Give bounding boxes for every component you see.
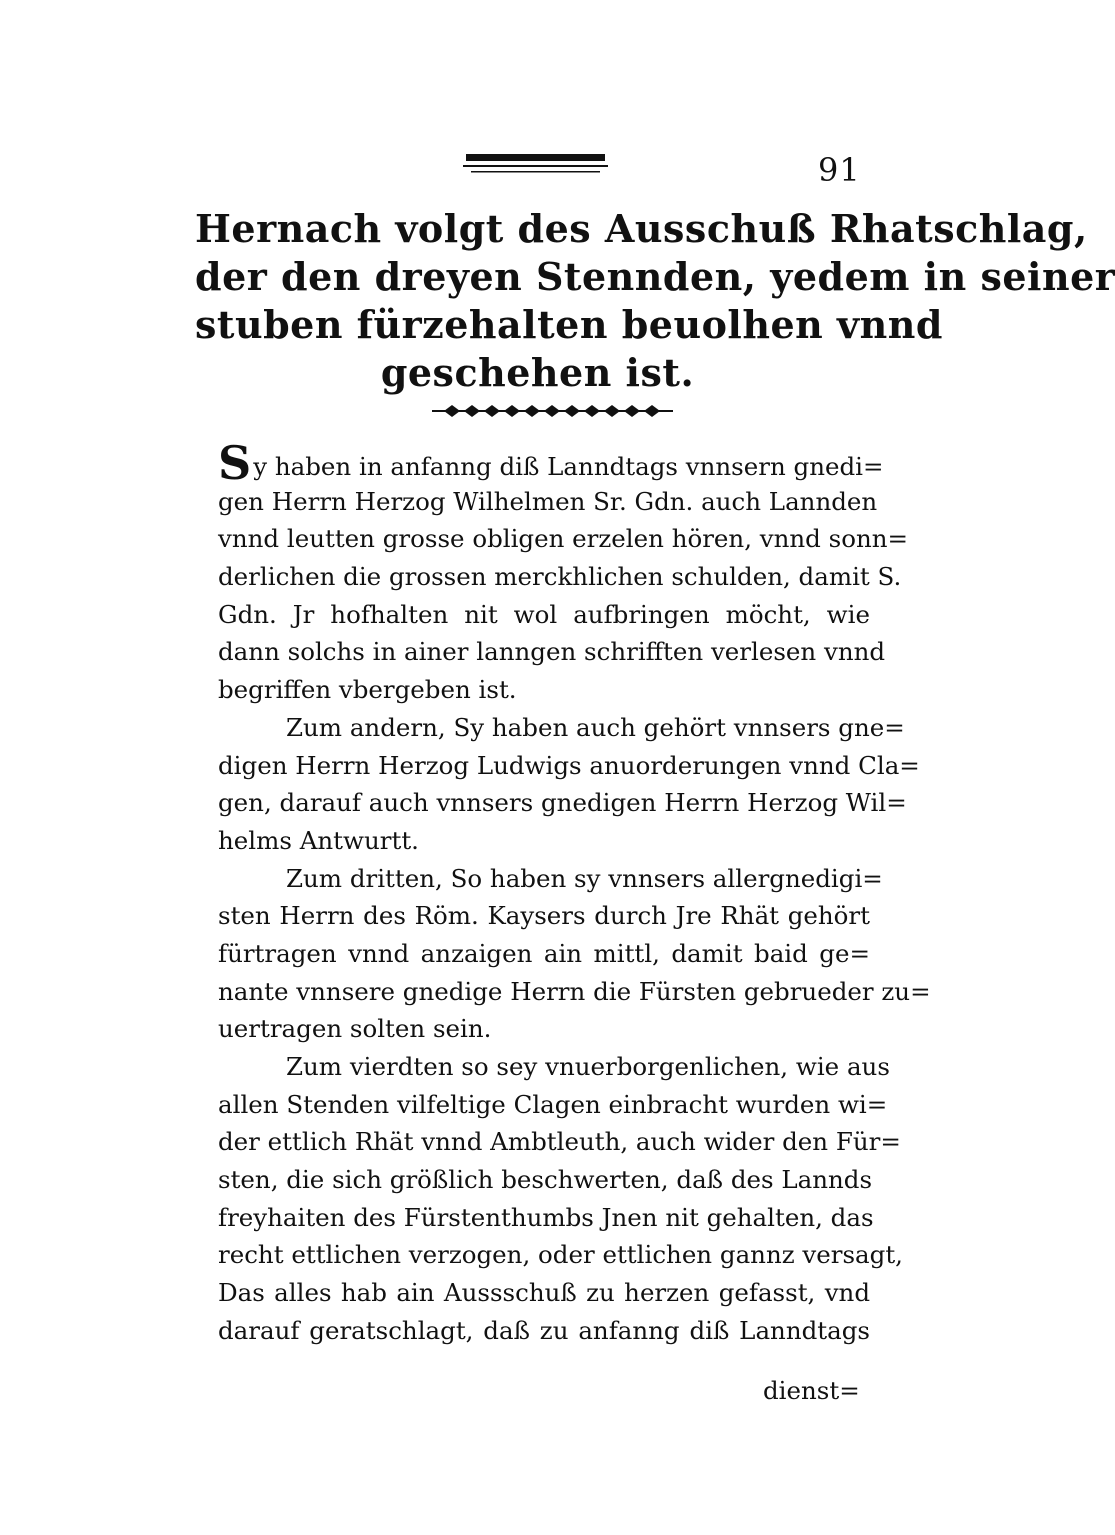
title-line: Hernach volgt des Ausschuß Rhatschlag, (195, 206, 1088, 251)
page-number: 91 (818, 151, 861, 189)
text-line: gen Herrn Herzog Wilhelmen Sr. Gdn. auch Lannden (218, 486, 878, 516)
header-rule (463, 152, 608, 176)
text-line: allen Stenden vilfeltige Clagen einbracht wurden wi= (218, 1089, 888, 1119)
text-line: uertragen solten sein. (218, 1014, 492, 1044)
text-line: dann solchs in ainer lanngen schrifften verlesen vnnd (218, 637, 886, 667)
title-line: geschehen ist. (380, 350, 695, 395)
text-line: freyhaiten des Fürstenthumbs Jnen nit gehalten, das (218, 1202, 874, 1232)
text-line: begriffen vbergeben ist. (218, 675, 517, 705)
text-line: helms Antwurtt. (218, 825, 419, 855)
body-text (218, 436, 931, 1350)
text-line: sten Herrn des Röm. Kaysers durch Jre Rhät gehört (218, 901, 870, 931)
text-line: Das alles hab ain Aussschuß zu herzen gefasst, vnd (218, 1278, 870, 1308)
catchword: dienst= (763, 1376, 860, 1405)
text-line: Gdn. Jr hofhalten nit wol aufbringen möcht, wie (218, 599, 870, 629)
text-line: Zum andern, Sy haben auch gehört vnnsers gne= (286, 712, 905, 742)
text-line-content: y haben in anfanng diß Lanndtags vnnsern gnedi= (253, 452, 884, 481)
text-line: Zum vierdten so sey vnuerborgenlichen, wie aus (286, 1052, 890, 1081)
text-line: vnnd leutten grosse obligen erzelen hören, vnnd sonn= (218, 524, 909, 554)
ornament-divider (430, 400, 675, 422)
section-title (195, 205, 1115, 397)
text-line: derlichen die grossen merckhlichen schulden, damit S. (218, 562, 902, 592)
title-line: der den dreyen Stennden, yedem in seiner (195, 254, 1115, 299)
text-line: nante vnnsere gnedige Herrn die Fürsten gebrueder zu= (218, 976, 931, 1006)
text-line: darauf geratschlagt, daß zu anfanng diß Lanndtags (218, 1315, 870, 1345)
text-line: sten, die sich größlich beschwerten, daß des Lannds (218, 1165, 873, 1195)
drop-cap: S (218, 436, 252, 490)
text-line: gen, darauf auch vnnsers gnedigen Herrn Herzog Wil= (218, 788, 907, 818)
title-line: stuben fürzehalten beuolhen vnnd (195, 302, 943, 347)
text-line: der ettlich Rhät vnnd Ambtleuth, auch wider den Für= (218, 1127, 901, 1157)
text-line: recht ettlichen verzogen, oder ettlichen gannz versagt, (218, 1240, 903, 1270)
text-line: digen Herrn Herzog Ludwigs anuorderungen vnnd Cla= (218, 750, 920, 780)
text-line (218, 436, 884, 490)
text-line: fürtragen vnnd anzaigen ain mittl, damit baid ge= (218, 938, 870, 968)
text-line: Zum dritten, So haben sy vnnsers allergnedigi= (286, 863, 883, 893)
